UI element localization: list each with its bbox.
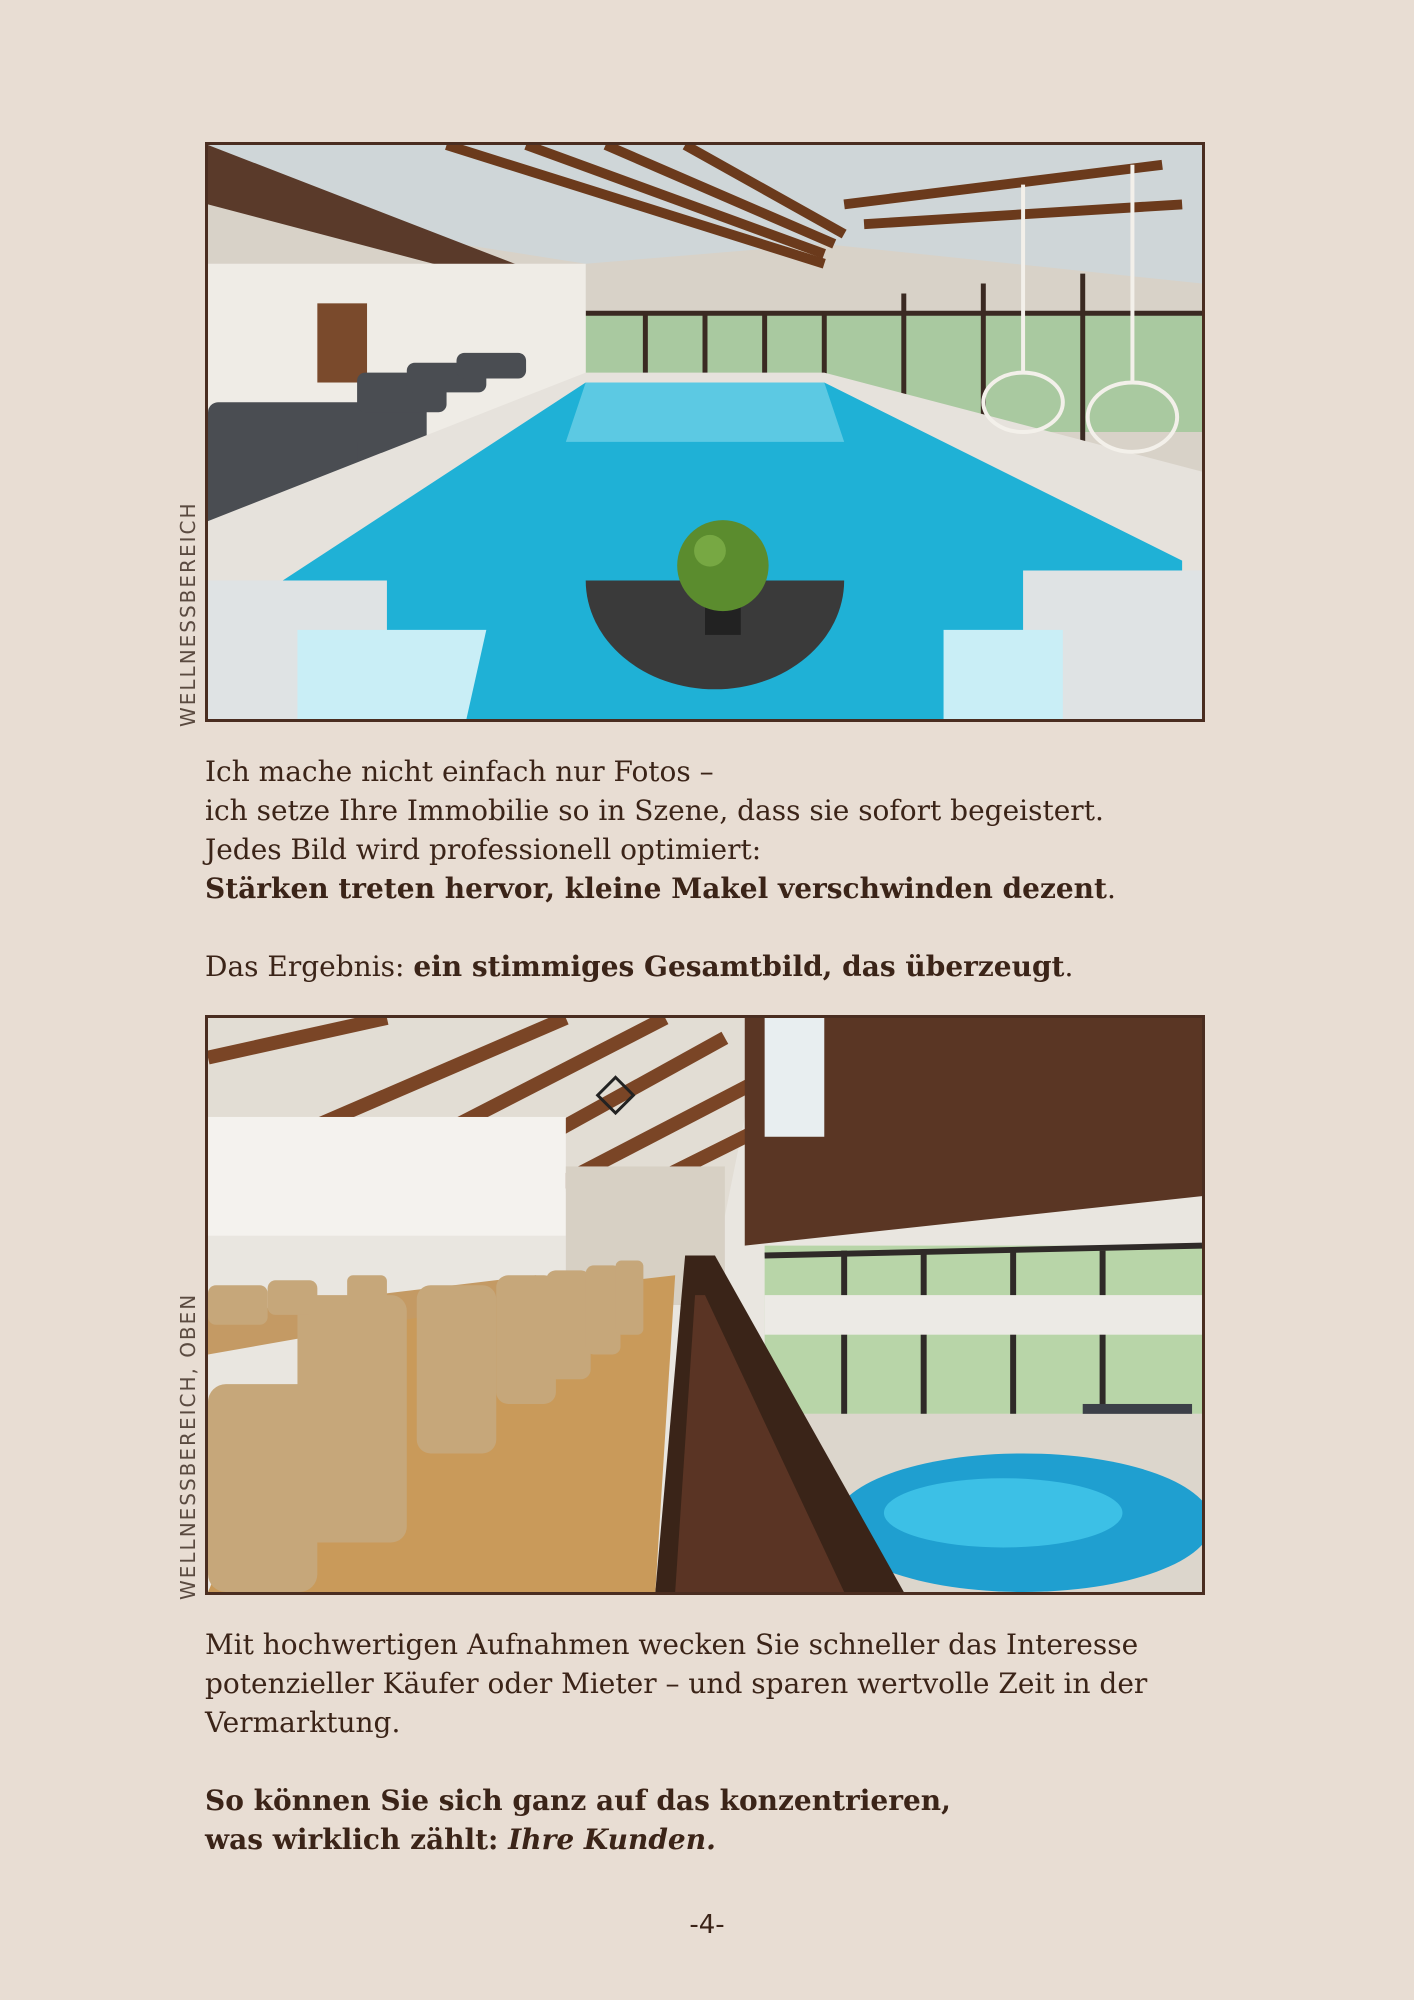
text-line: Mit hochwertigen Aufnahmen wecken Sie schneller das Interesse [205, 1628, 1139, 1661]
photo-caption-vertical: WELLNESSBEREICH, OBEN [176, 1292, 200, 1600]
emphasis: Stärken treten hervor, kleine Makel verschwinden dezent [205, 872, 1107, 905]
benefit-text-block [205, 1625, 1205, 1859]
text-line: Jedes Bild wird professionell optimiert: [205, 833, 762, 866]
text-line: Vermarktung. [205, 1706, 401, 1739]
page-number: -4- [689, 1910, 725, 1940]
pool-photo-illustration [208, 145, 1202, 719]
text-line: Ich mache nicht einfach nur Fotos – [205, 755, 714, 788]
emphasis-italic: Ihre Kunden. [508, 1823, 716, 1856]
text-line: potenzieller Käufer oder Mieter – und sparen wertvolle Zeit in der [205, 1667, 1148, 1700]
text-line: ich setze Ihre Immobilie so in Szene, dass sie sofort begeistert. [205, 794, 1104, 827]
photo-upper-gallery [205, 1015, 1205, 1595]
intro-text-block [205, 752, 1205, 986]
closing-line: was wirklich zählt: Ihre Kunden. [205, 1823, 716, 1856]
text-line: Stärken treten hervor, kleine Makel verschwinden dezent. [205, 872, 1116, 905]
closing-line: So können Sie sich ganz auf das konzentrieren, [205, 1784, 951, 1817]
photo-indoor-pool [205, 142, 1205, 722]
gallery-photo-illustration [208, 1018, 1202, 1592]
photo-caption-vertical: WELLNESSBEREICH [176, 501, 200, 727]
emphasis: ein stimmiges Gesamtbild, das überzeugt [413, 950, 1065, 983]
result-line: Das Ergebnis: ein stimmiges Gesamtbild, das überzeugt. [205, 950, 1074, 983]
